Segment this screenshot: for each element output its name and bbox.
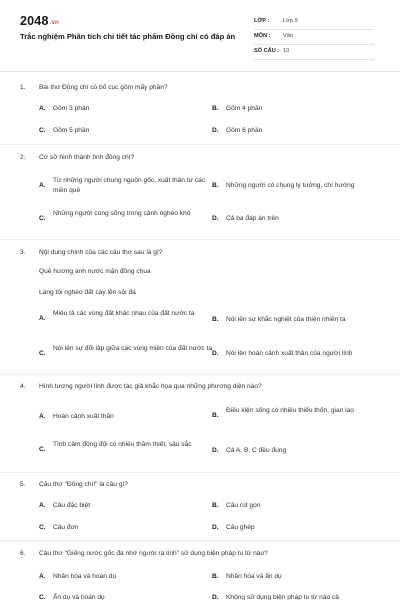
question-text: Hình tượng người lính được tác giả khắc họa qua những phương diện nào? bbox=[39, 383, 262, 390]
quote-line: Làng tôi nghèo đất cày lên sỏi đá bbox=[39, 289, 136, 296]
question-divider bbox=[0, 144, 400, 145]
option-label: C. bbox=[39, 215, 46, 222]
question-divider bbox=[0, 472, 400, 473]
option-text: Không sử dụng biện pháp tu từ nào cả bbox=[226, 594, 339, 600]
meta-table bbox=[254, 15, 374, 60]
option-label: A. bbox=[39, 105, 46, 112]
question-number: 4. bbox=[20, 383, 26, 390]
option-text: Nói lên hoàn cảnh xuất thân của người lính bbox=[226, 350, 353, 357]
option-label: C. bbox=[39, 446, 46, 453]
meta-label: LỚP : bbox=[254, 18, 270, 24]
option-label: A. bbox=[39, 502, 46, 509]
question-divider bbox=[0, 239, 400, 240]
option-label: D. bbox=[212, 594, 219, 600]
question-number: 2. bbox=[20, 154, 26, 161]
option-text: Nhân hóa và hoán dụ bbox=[53, 573, 117, 580]
meta-row-subject bbox=[254, 30, 374, 45]
question-stem bbox=[20, 153, 380, 162]
option-text: Câu đơn bbox=[53, 524, 79, 531]
question-stem bbox=[20, 382, 380, 391]
question-stem bbox=[20, 480, 380, 489]
option-label: B. bbox=[212, 573, 219, 580]
question-divider bbox=[0, 374, 400, 375]
option-text: Gồm 3 phần bbox=[53, 105, 90, 112]
question-number: 1. bbox=[20, 84, 26, 91]
question-stem bbox=[20, 248, 380, 257]
question-stem bbox=[20, 549, 380, 558]
option-text: Nói lên sự đối lập giữa các vùng miền của đất nước ta bbox=[53, 345, 213, 352]
quote-line: Quê hương anh nước mặn đồng chua bbox=[39, 268, 151, 275]
question-text: Bài thơ Đồng chí có bố cục gồm mấy phần? bbox=[39, 84, 168, 91]
option-label: D. bbox=[212, 127, 219, 134]
header-divider bbox=[0, 71, 400, 72]
meta-row-class bbox=[254, 15, 374, 30]
option-text: Nhân hóa và ẩn dụ bbox=[226, 573, 282, 580]
page-header bbox=[0, 0, 400, 68]
question-number: 6. bbox=[20, 550, 26, 557]
page-title: Trắc nghiệm Phân tích chi tiết tác phẩm Đồng chí có đáp án bbox=[20, 32, 236, 41]
option-text: Từ những người chung nguồn gốc, xuất thân từ các miền quê bbox=[53, 177, 206, 194]
meta-label: SỐ CÂU : bbox=[254, 48, 280, 54]
option-text: Cả A, B, C đều đúng bbox=[226, 447, 287, 454]
option-label: C. bbox=[39, 594, 46, 600]
option-text: Những người cùng sống trong cảnh nghèo khó bbox=[53, 210, 191, 217]
option-text: Gồm 6 phần bbox=[226, 127, 263, 134]
question-stem bbox=[20, 83, 380, 92]
question-text: Câu thơ "Giếng nước gốc đa nhớ người ra lính" sử dụng biện pháp tu từ nào? bbox=[39, 550, 268, 557]
site-logo[interactable] bbox=[20, 14, 59, 28]
question-text: Nội dung chính của các câu thơ sau là gì? bbox=[39, 249, 163, 256]
option-label: A. bbox=[39, 413, 46, 420]
option-label: A. bbox=[39, 182, 46, 189]
option-label: D. bbox=[212, 524, 219, 531]
option-text: Miêu tả các vùng đất khác nhau của đất nước ta bbox=[53, 310, 195, 317]
option-label: A. bbox=[39, 315, 46, 322]
option-label: B. bbox=[212, 105, 219, 112]
option-text: Cả ba đáp án trên bbox=[226, 215, 279, 222]
option-label: B. bbox=[212, 412, 219, 419]
question-number: 5. bbox=[20, 481, 26, 488]
question-text: Câu thơ "Đồng chí!" là câu gì? bbox=[39, 481, 128, 488]
option-label: C. bbox=[39, 127, 46, 134]
option-text: Câu rút gọn bbox=[226, 502, 261, 509]
meta-value: Văn bbox=[283, 33, 293, 39]
option-text: Ẩn dụ và hoán dụ bbox=[53, 594, 105, 600]
option-label: C. bbox=[39, 350, 46, 357]
option-text: Câu đặc biệt bbox=[53, 502, 91, 509]
option-text: Những người có chung lý tưởng, chí hướng bbox=[226, 182, 355, 189]
meta-label: MÔN : bbox=[254, 33, 271, 39]
meta-value: 10 bbox=[283, 48, 290, 54]
option-label: C. bbox=[39, 524, 46, 531]
option-label: A. bbox=[39, 573, 46, 580]
option-label: B. bbox=[212, 502, 219, 509]
option-label: B. bbox=[212, 182, 219, 189]
option-text: Gồm 4 phần bbox=[226, 105, 263, 112]
option-text: Nói lên sự khắc nghiệt của thiên nhiên ta bbox=[226, 316, 346, 323]
question-text: Cơ sở hình thành tình đồng chí? bbox=[39, 154, 135, 161]
option-label: B. bbox=[212, 316, 219, 323]
option-text: Gồm 5 phần bbox=[53, 127, 90, 134]
question-divider bbox=[0, 540, 400, 541]
option-text: Hoàn cảnh xuất thân bbox=[53, 413, 114, 420]
logo-text: 2048 bbox=[20, 14, 49, 28]
option-text: Tình cảm đồng đội có nhiều thăm thiết, sâu sắc bbox=[53, 441, 192, 448]
option-text: Câu ghép bbox=[226, 524, 255, 531]
option-label: D. bbox=[212, 447, 219, 454]
option-label: D. bbox=[212, 350, 219, 357]
question-number: 3. bbox=[20, 249, 26, 256]
option-text: Điều kiện sống có nhiều thiếu thốn, gian lao bbox=[226, 407, 354, 414]
option-label: D. bbox=[212, 215, 219, 222]
logo-suffix: .vn bbox=[49, 20, 59, 26]
meta-value: Lớp 9 bbox=[283, 18, 298, 24]
meta-row-count bbox=[254, 45, 374, 60]
